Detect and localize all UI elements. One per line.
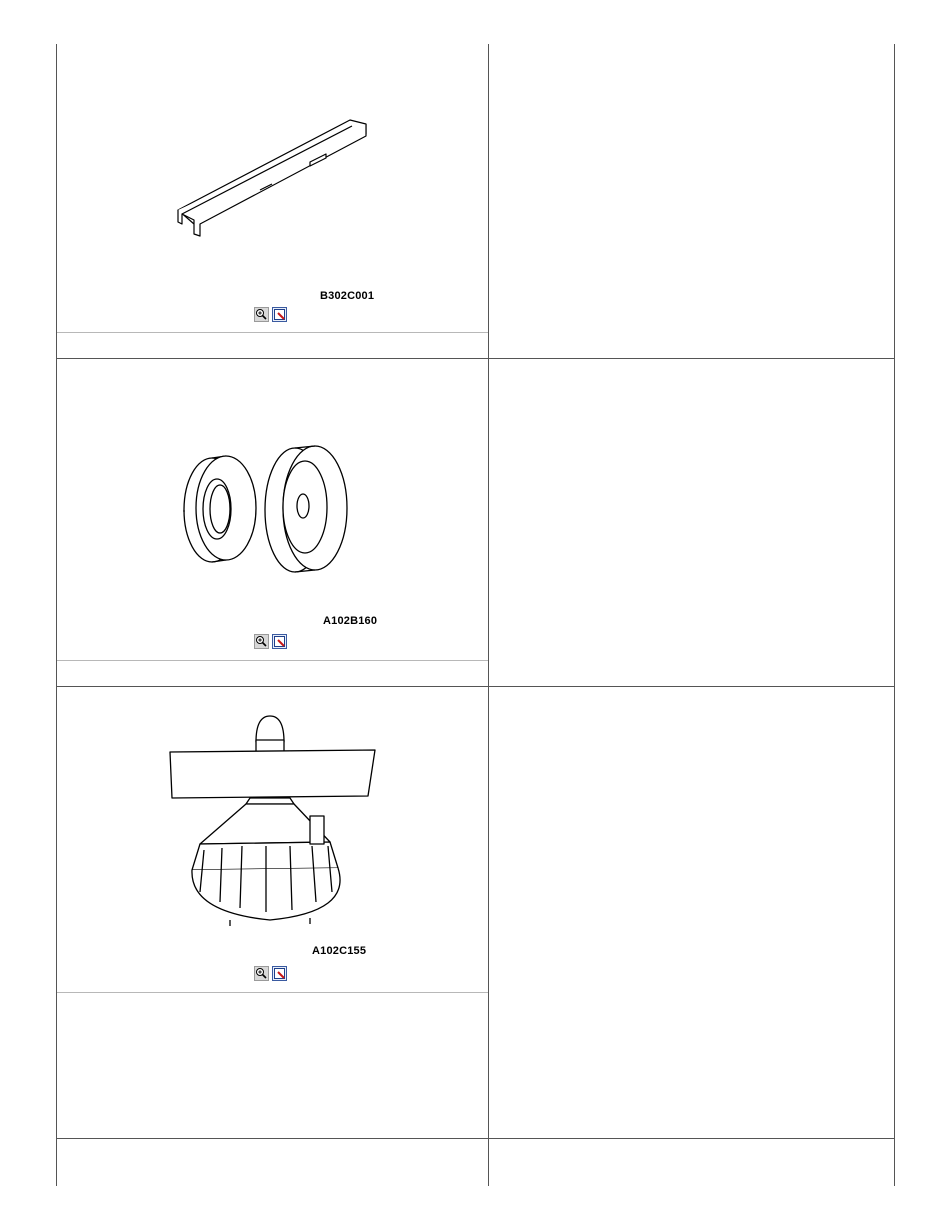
- caption-divider-3: [57, 992, 488, 993]
- table-border-middle: [488, 44, 489, 1186]
- row-divider-2: [56, 686, 895, 687]
- row-divider-3: [56, 1138, 895, 1139]
- figure-actions: [254, 634, 287, 649]
- table-border-right: [894, 44, 895, 1186]
- figure-caption: [57, 664, 488, 684]
- tool-illustration-channel: [160, 110, 380, 250]
- tool-illustration-rings: [160, 432, 390, 577]
- figure-actions: [254, 307, 287, 322]
- open-image-icon[interactable]: [272, 966, 287, 981]
- row-divider-1: [56, 358, 895, 359]
- open-image-icon[interactable]: [272, 307, 287, 322]
- figure-actions: [254, 966, 287, 981]
- caption-divider-2: [57, 660, 488, 661]
- figure-cell: [57, 1142, 488, 1182]
- figure-caption: [57, 996, 488, 1136]
- zoom-in-icon[interactable]: [254, 307, 269, 322]
- figure-code: A102C155: [312, 945, 367, 957]
- tool-illustration-t-handle: [160, 712, 390, 927]
- figure-caption: [57, 336, 488, 356]
- figure-code: A102B160: [323, 615, 378, 627]
- zoom-in-icon[interactable]: [254, 966, 269, 981]
- figure-code: B302C001: [320, 290, 375, 302]
- open-image-icon[interactable]: [272, 634, 287, 649]
- caption-divider-1: [57, 332, 488, 333]
- zoom-in-icon[interactable]: [254, 634, 269, 649]
